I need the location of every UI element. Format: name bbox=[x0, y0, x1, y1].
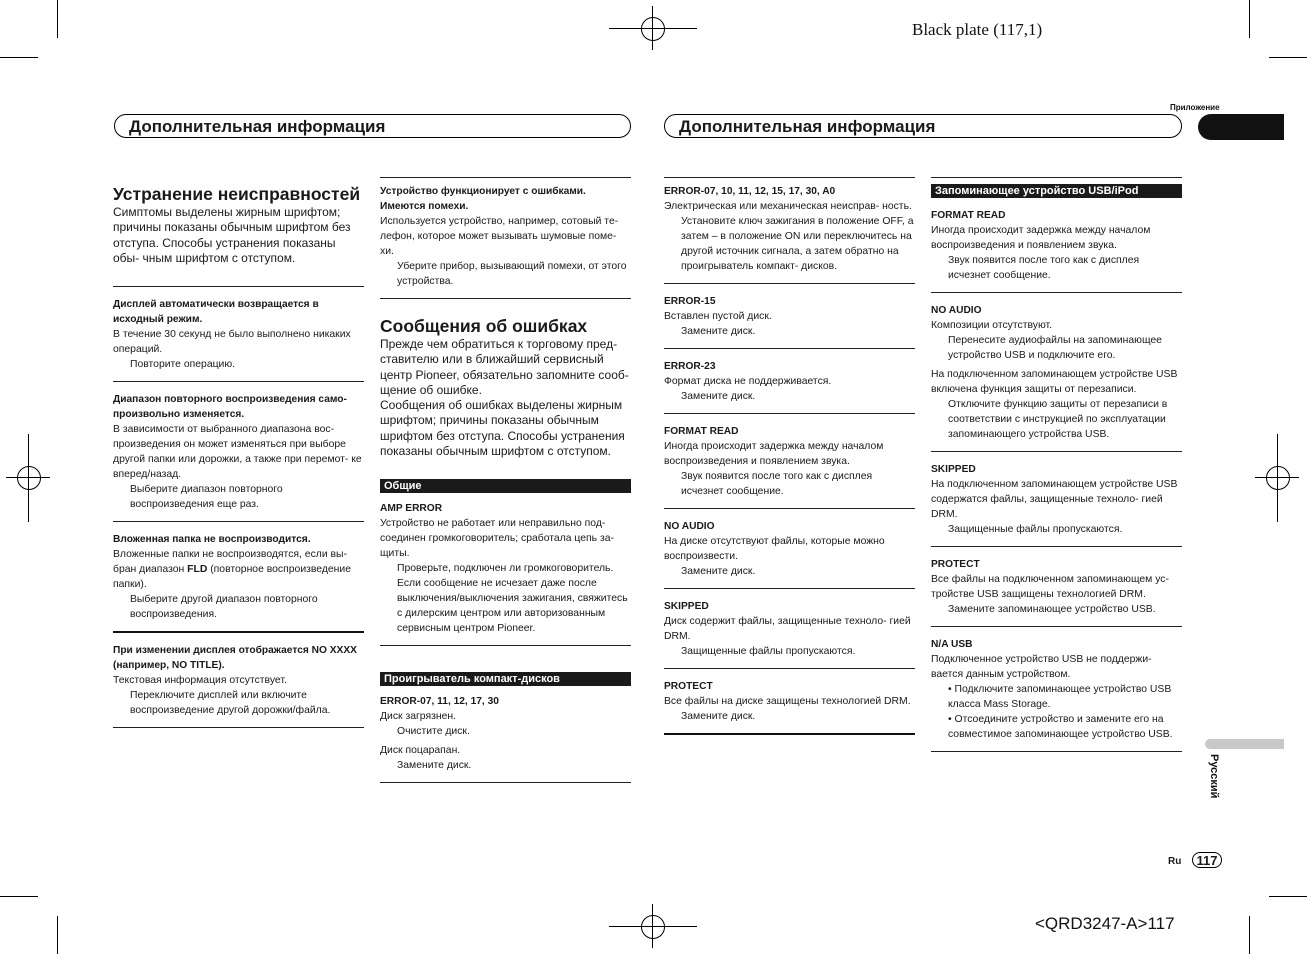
divider bbox=[931, 292, 1182, 293]
divider bbox=[113, 521, 364, 522]
divider bbox=[664, 588, 915, 589]
section-header-right: Дополнительная информация bbox=[664, 114, 1182, 138]
heading-error-messages: Сообщения об ошибках bbox=[380, 316, 588, 336]
error-title: AMP ERROR bbox=[380, 503, 443, 515]
cause: Диск поцарапан. bbox=[380, 745, 461, 757]
divider bbox=[380, 177, 631, 178]
divider bbox=[380, 782, 631, 783]
cause: В зависимости от выбранного диапазона вос- произведения он может изменяться при выборе другой папки или дорожки, а также при перемот- ке вперед/назад. bbox=[113, 424, 362, 481]
column-errors bbox=[380, 177, 631, 793]
divider bbox=[380, 645, 631, 646]
fix: Установите ключ зажигания в положение OFF, а затем – в положение ON или переключитесь на другой источник сигнала, а затем обратно на проигрыватель компакт- дисков. bbox=[681, 216, 914, 272]
section-header-left: Дополнительная информация bbox=[114, 114, 631, 138]
cause: Диск содержит файлы, защищенные техноло- гией DRM. bbox=[664, 616, 911, 642]
fix: Отключите функцию защиты от перезаписи в соответствии с инструкцией по эксплуатации запоминающего устройства USB. bbox=[948, 399, 1168, 440]
divider bbox=[664, 413, 915, 414]
document-code: <QRD3247-A>117 bbox=[1035, 914, 1175, 933]
registration-mark bbox=[17, 466, 41, 490]
subsection-bar-cd: Проигрыватель компакт-дисков bbox=[380, 672, 631, 686]
cause: В течение 30 секунд не было выполнено никаких операций. bbox=[113, 329, 351, 356]
error-title: NO AUDIO bbox=[931, 305, 982, 316]
error-title: ERROR-15 bbox=[664, 296, 716, 307]
registration-mark bbox=[609, 926, 697, 927]
side-language-label: Русский bbox=[1208, 754, 1220, 799]
error-title: SKIPPED bbox=[664, 601, 709, 612]
cause: Диск загрязнен. bbox=[380, 711, 456, 723]
intro-text: Прежде чем обратиться к торговому пред- ставителю или в ближайший сервисный центр Pioneer, обязательно запомните сооб- щение об ошибке. bbox=[380, 337, 629, 397]
fix: Очистите диск. bbox=[397, 726, 470, 738]
fix: • Отсоедините устройство и замените его на совместимое запоминающее устройство USB. bbox=[948, 714, 1173, 740]
fix: • Подключите запоминающее устройство USB класса Mass Storage. bbox=[948, 684, 1172, 710]
language-tab bbox=[1205, 739, 1284, 749]
cause-text: Вложенные папки не воспроизводятся, если вы- бран диапазон bbox=[113, 549, 347, 576]
chapter-tab bbox=[1198, 114, 1284, 140]
divider bbox=[664, 283, 915, 284]
plate-label: Black plate (117,1) bbox=[912, 20, 1043, 39]
divider bbox=[113, 381, 364, 382]
fix: Замените диск. bbox=[681, 391, 756, 402]
cause: Иногда происходит задержка между началом воспроизведения и появлением звука. bbox=[931, 225, 1151, 251]
cause-text: (повторное воспроизведение папки). bbox=[113, 564, 352, 591]
error-title: PROTECT bbox=[664, 681, 713, 692]
divider bbox=[113, 727, 364, 728]
fix: Замените диск. bbox=[681, 711, 756, 722]
registration-mark bbox=[609, 28, 697, 29]
cause: Все файлы на диске защищены технологией DRM. bbox=[664, 696, 911, 707]
cause: На подключенном запоминающем устройстве USB содержатся файлы, защищенные техноло- гией DRM. bbox=[931, 479, 1178, 520]
divider bbox=[664, 348, 915, 349]
registration-mark bbox=[641, 17, 665, 41]
column-troubleshooting bbox=[113, 183, 364, 738]
cause: Устройство не работает или неправильно под- соединен громкоговоритель; сработала цепь за- щиты. bbox=[380, 518, 614, 560]
divider bbox=[113, 286, 364, 287]
cause: Используется устройство, например, сотовый те- лефон, которое может вызывать шумовые поме- хи. bbox=[380, 216, 619, 257]
error-title: NO AUDIO bbox=[664, 521, 715, 532]
subsection-bar-usb: Запоминающее устройство USB/iPod bbox=[931, 184, 1182, 198]
subsection-bar-general: Общие bbox=[380, 479, 631, 493]
intro-text: Сообщения об ошибках выделены жирным шрифтом; причины показаны обычным шрифтом без отступа. Способы устранения показаны обычным шрифтом с отступом. bbox=[380, 398, 625, 459]
error-title: N/A USB bbox=[931, 639, 973, 650]
symptom: Диапазон повторного воспроизведения само- произвольно изменяется. bbox=[113, 394, 347, 421]
appendix-label: Приложение bbox=[1170, 103, 1220, 112]
cause: Иногда происходит задержка между началом воспроизведения и появлением звука. bbox=[664, 441, 884, 467]
divider bbox=[664, 177, 915, 178]
divider bbox=[931, 626, 1182, 627]
fix: Замените диск. bbox=[681, 326, 756, 337]
symptom: Устройство функционирует с ошибками. Имеются помехи. bbox=[380, 186, 586, 212]
error-title: ERROR-07, 10, 11, 12, 15, 17, 30, A0 bbox=[664, 186, 836, 197]
fix: Выберите другой диапазон повторного воспроизведения. bbox=[130, 594, 318, 621]
fix: Замените диск. bbox=[681, 566, 756, 577]
column-cd-errors bbox=[664, 177, 915, 745]
registration-mark bbox=[1277, 434, 1278, 522]
cause: Подключенное устройство USB не поддержи- вается данным устройством. bbox=[931, 654, 1152, 680]
registration-mark bbox=[28, 434, 29, 522]
crop-mark bbox=[0, 896, 38, 897]
language-code: Ru bbox=[1168, 856, 1182, 867]
cause: Электрическая или механическая неисправ- ность. bbox=[664, 201, 912, 212]
fix: Перенесите аудиофайлы на запоминающее устройство USB и подключите его. bbox=[948, 335, 1162, 361]
crop-mark bbox=[1249, 0, 1250, 38]
error-title: PROTECT bbox=[931, 559, 980, 570]
fix: Проверьте, подключен ли громкоговоритель. Если сообщение не исчезает даже после выключения/выключения зажигания, свяжитесь с дилерским центром или авторизованным сервисным центром Pioneer. bbox=[397, 563, 628, 635]
divider bbox=[931, 451, 1182, 452]
crop-mark bbox=[0, 57, 38, 58]
crop-mark bbox=[1249, 916, 1250, 954]
fix: Звук появится после того как с дисплея исчезнет сообщение. bbox=[681, 471, 873, 497]
cause: Формат диска не поддерживается. bbox=[664, 376, 832, 387]
fix: Замените запоминающее устройство USB. bbox=[948, 604, 1156, 615]
registration-mark bbox=[641, 915, 665, 939]
cause: Композиции отсутствуют. bbox=[931, 320, 1053, 331]
fix: Переключите дисплей или включите воспроизведение другой дорожки/файла. bbox=[130, 690, 331, 717]
error-title: FORMAT READ bbox=[931, 210, 1006, 221]
page-number: 117 bbox=[1192, 852, 1222, 868]
column-usb-errors bbox=[931, 177, 1182, 762]
heading-troubleshooting: Устранение неисправностей bbox=[113, 184, 361, 204]
symptom: Вложенная папка не воспроизводится. bbox=[113, 534, 311, 546]
divider bbox=[931, 546, 1182, 547]
crop-mark bbox=[57, 916, 58, 954]
error-title: FORMAT READ bbox=[664, 426, 739, 437]
symptom: При изменении дисплея отображается NO XXXX (например, NO TITLE). bbox=[113, 645, 357, 672]
registration-mark bbox=[652, 6, 653, 50]
divider bbox=[664, 668, 915, 669]
crop-mark bbox=[1269, 57, 1307, 58]
divider bbox=[664, 733, 915, 735]
error-title: ERROR-23 bbox=[664, 361, 716, 372]
fix: Звук появится после того как с дисплея исчезнет сообщение. bbox=[948, 255, 1140, 281]
fix: Замените диск. bbox=[397, 760, 472, 772]
cause: На подключенном запоминающем устройстве USB включена функция защиты от перезаписи. bbox=[931, 369, 1178, 395]
cause: Текстовая информация отсутствует. bbox=[113, 675, 287, 687]
cause-bold: FLD bbox=[187, 564, 208, 576]
error-title: SKIPPED bbox=[931, 464, 976, 475]
divider bbox=[380, 298, 631, 299]
registration-mark bbox=[652, 904, 653, 948]
cause: Все файлы на подключенном запоминающем ус- тройстве USB защищены технологией DRM. bbox=[931, 574, 1169, 600]
divider bbox=[113, 631, 364, 633]
error-title: ERROR-07, 11, 12, 17, 30 bbox=[380, 696, 499, 708]
divider bbox=[931, 177, 1182, 178]
divider bbox=[664, 508, 915, 509]
fix: Уберите прибор, вызывающий помехи, от этого устройства. bbox=[397, 261, 627, 287]
divider bbox=[931, 751, 1182, 752]
fix: Выберите диапазон повторного воспроизведения еще раз. bbox=[130, 484, 283, 511]
fix: Повторите операцию. bbox=[130, 359, 236, 371]
fix: Защищенные файлы пропускаются. bbox=[948, 524, 1123, 535]
crop-mark bbox=[1269, 896, 1307, 897]
cause bbox=[113, 547, 364, 592]
fix: Защищенные файлы пропускаются. bbox=[681, 646, 856, 657]
intro-text: Симптомы выделены жирным шрифтом; причины показаны обычным шрифтом без отступа. Способы устранения показаны обы- чным шрифтом с отступом. bbox=[113, 205, 351, 265]
symptom: Дисплей автоматически возвращается в исходный режим. bbox=[113, 299, 319, 326]
cause: На диске отсутствуют файлы, которые можно воспроизвести. bbox=[664, 536, 885, 562]
cause: Вставлен пустой диск. bbox=[664, 311, 772, 322]
registration-mark bbox=[1266, 466, 1290, 490]
crop-mark bbox=[57, 0, 58, 38]
